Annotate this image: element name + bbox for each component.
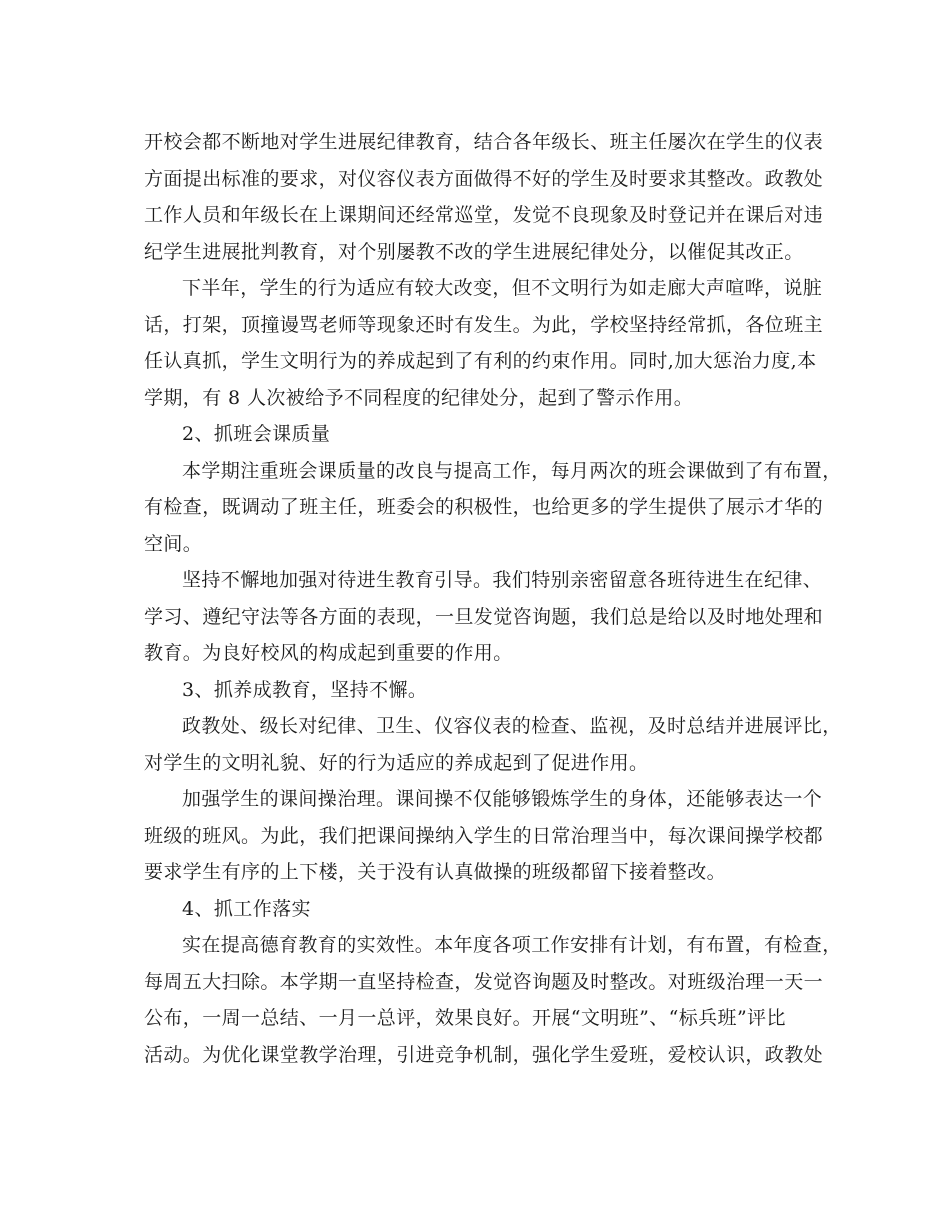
text-line: 3、抓养成教育，坚持不懈。 — [182, 678, 428, 701]
text-line: 本学期注重班会课质量的改良与提高工作，每月两次的班会课做到了有布置， — [182, 459, 842, 482]
text-line: 实在提高德育教育的实效性。本年度各项工作安排有计划，有布置，有检查， — [182, 934, 842, 956]
text-line: 政教处、级长对纪律、卫生、仪容仪表的检查、监视，及时总结并进展评比， — [182, 715, 842, 737]
text-line: 有检查，既调动了班主任，班委会的积极性，也给更多的学生提供了展示才华的 — [144, 496, 824, 518]
text-line: 加强学生的课间操治理。课间操不仅能够锻炼学生的身体，还能够表达一个 — [182, 788, 823, 810]
text-line: 每周五大扫除。本学期一直坚持检查，发觉咨询题及时整改。对班级治理一天一 — [144, 970, 824, 993]
text-line: 活动。为优化课堂教学治理，引进竞争机制，强化学生爱班，爱校认识，政教处 — [144, 1043, 824, 1066]
text-line: 班级的班风。为此，我们把课间操纳入学生的日常治理当中，每次课间操学校都 — [144, 824, 824, 847]
text-line: 坚持不懈地加强对待进生教育引导。我们特别亲密留意各班待进生在纪律、 — [182, 569, 823, 591]
text-line: 要求学生有序的上下楼，关于没有认真做操的班级都留下接着整改。 — [144, 861, 727, 883]
text-line: 公布，一周一总结、一月一总评，效果良好。开展“文明班”、“标兵班”评比 — [144, 1007, 786, 1029]
text-line: 纪学生进展批判教育，对个别屡教不改的学生进展纪律处分，以催促其改正。 — [144, 240, 804, 263]
text-line: 话，打架，顶撞谩骂老师等现象还时有发生。为此，学校坚持经常抓，各位班主 — [144, 313, 824, 336]
text-line: 教育。为良好校风的构成起到重要的作用。 — [144, 642, 513, 664]
document-body — [144, 124, 842, 1073]
text-line: 开校会都不断地对学生进展纪律教育，结合各年级长、班主任屡次在学生的仪表 — [144, 131, 824, 153]
text-line: 任认真抓，学生文明行为的养成起到了有利的约束作用。同时,加大惩治力度,本 — [144, 350, 817, 372]
text-line: 下半年，学生的行为适应有较大改变，但不文明行为如走廊大声喧哗，说脏 — [182, 277, 823, 299]
text-line: 4、抓工作落实 — [182, 897, 311, 920]
text-line: 2、抓班会课质量 — [182, 423, 331, 445]
text-line: 对学生的文明礼貌、好的行为适应的养成起到了促进作用。 — [144, 751, 649, 774]
text-line: 空间。 — [144, 532, 203, 555]
text-line: 学习、遵纪守法等各方面的表现，一旦发觉咨询题，我们总是给以及时地处理和 — [144, 605, 824, 628]
text-line: 方面提出标准的要求，对仪容仪表方面做得不好的学生及时要求其整改。政教处 — [144, 167, 824, 190]
text-line: 工作人员和年级长在上课期间还经常巡堂，发觉不良现象及时登记并在课后对违 — [144, 204, 824, 226]
text-line: 学期，有 8 人次被给予不同程度的纪律处分，起到了警示作用。 — [144, 386, 694, 409]
